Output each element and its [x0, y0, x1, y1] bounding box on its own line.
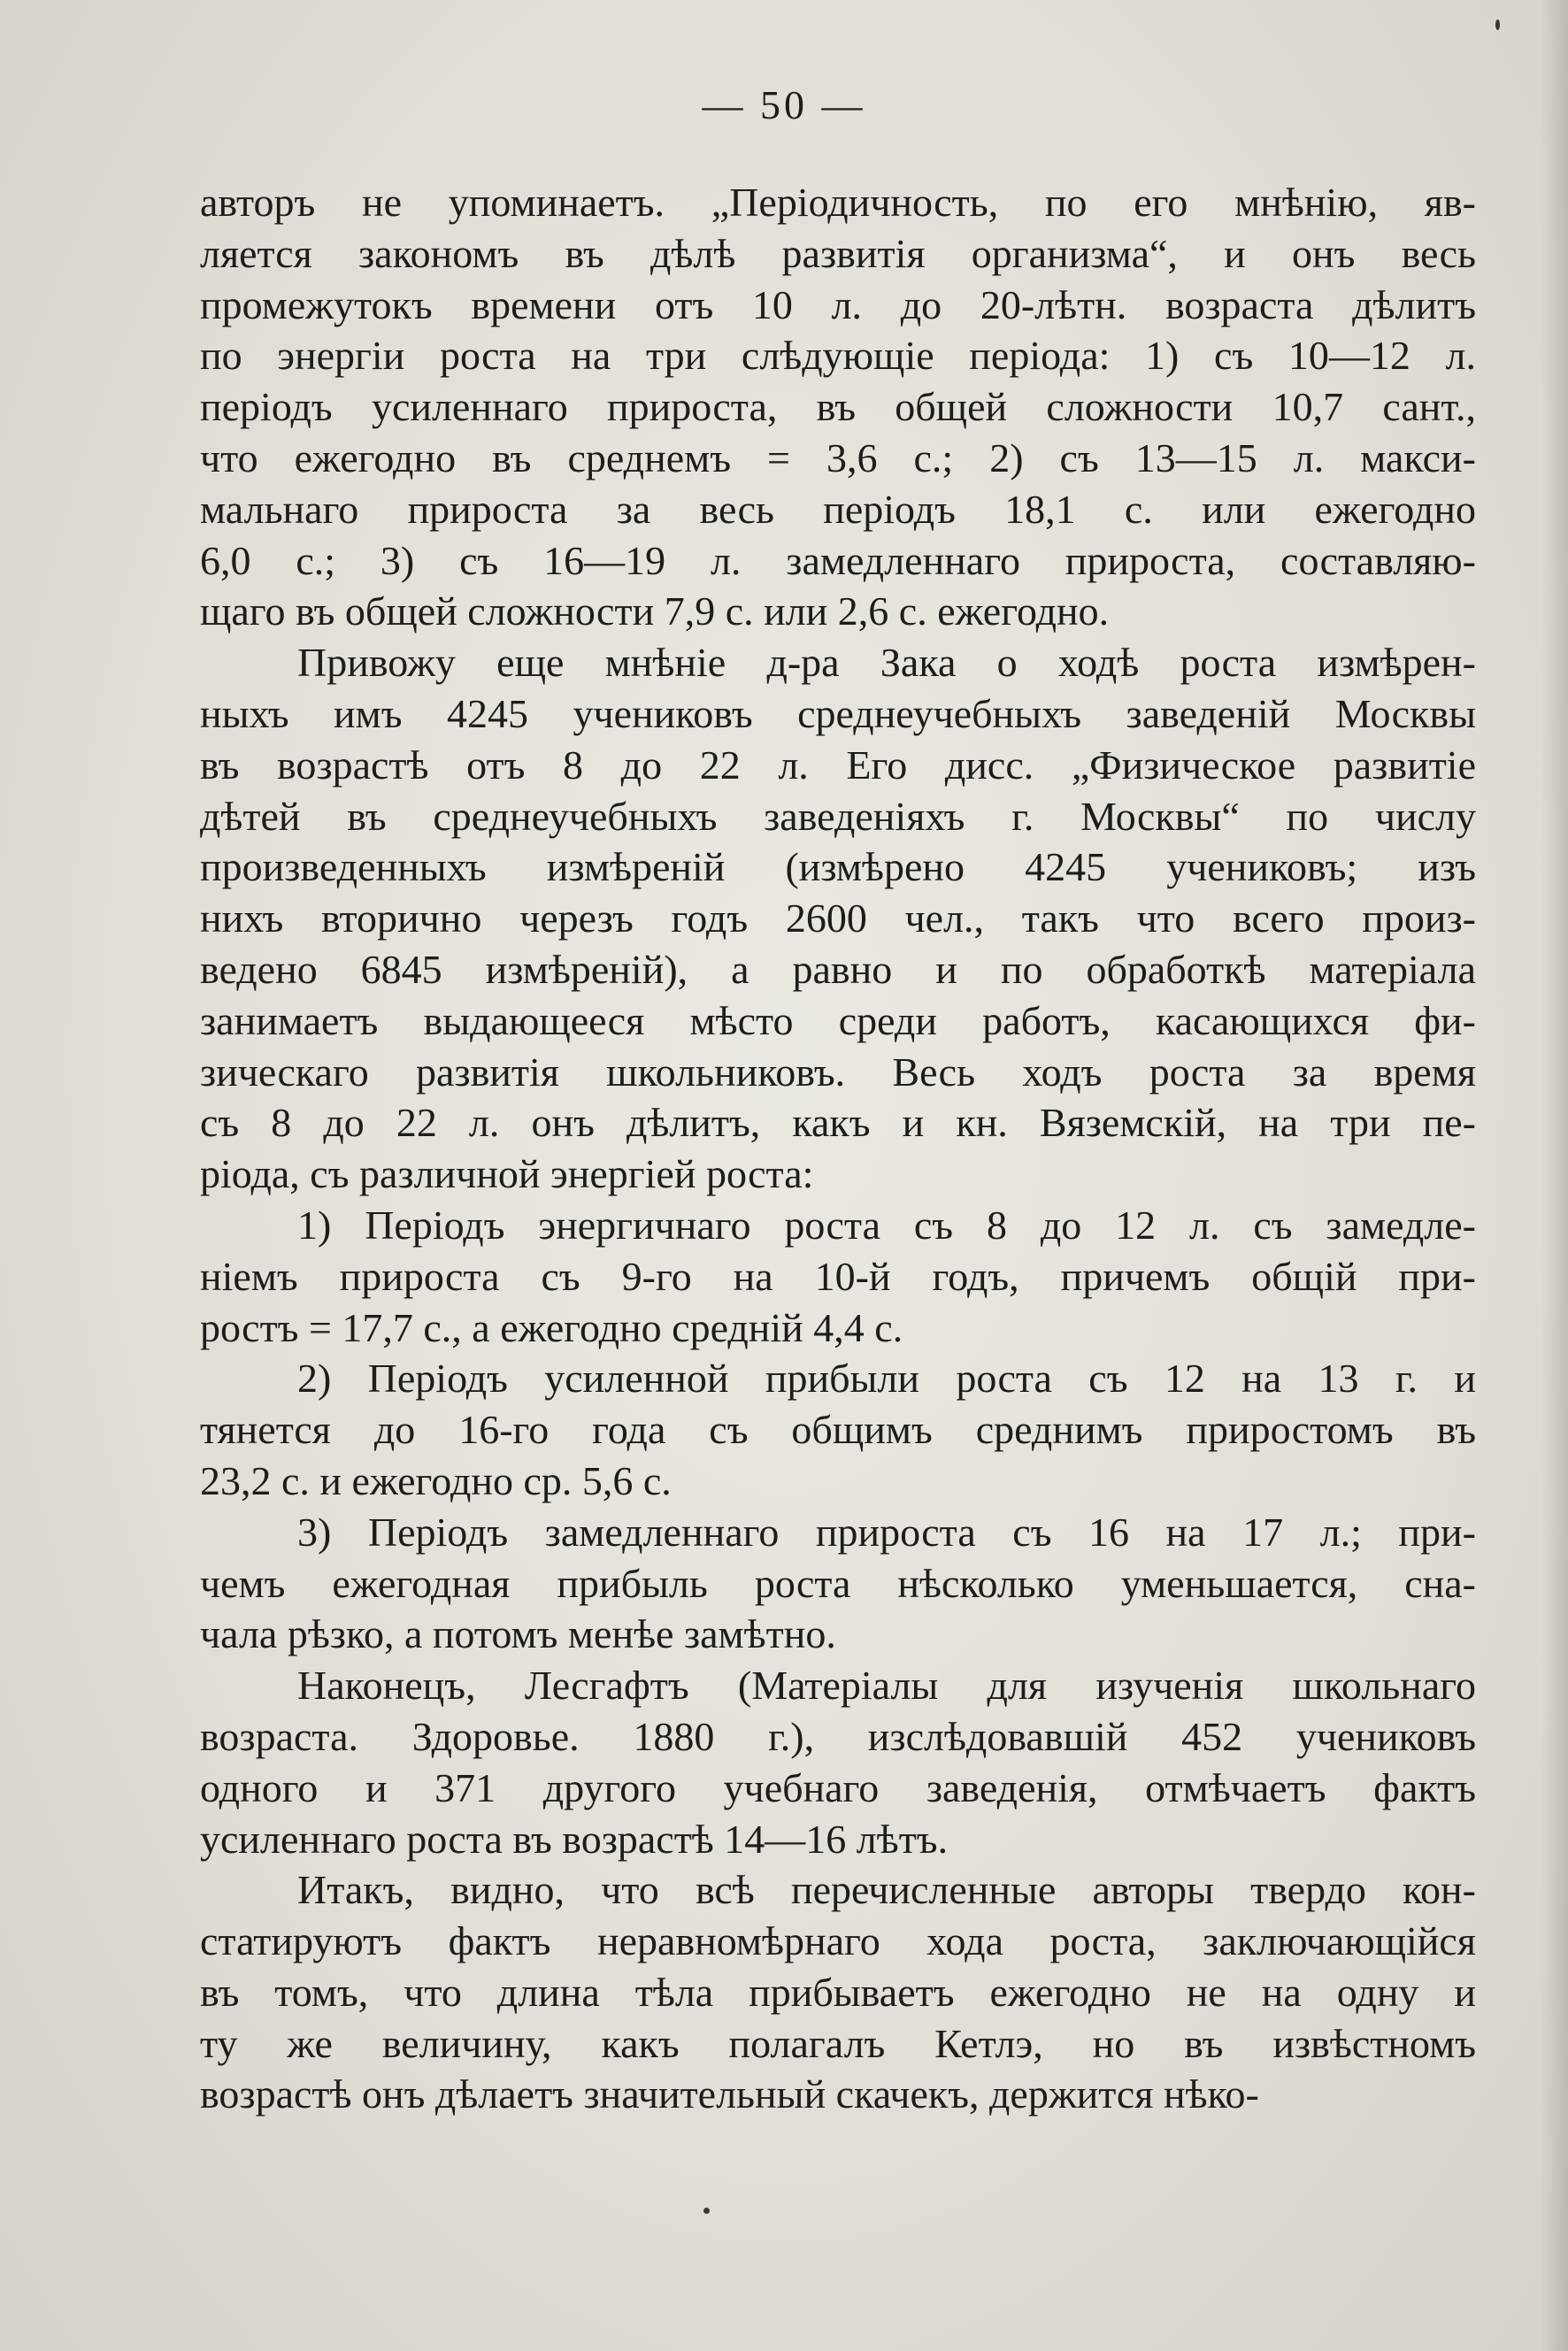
text-line: авторъ не упоминаетъ. „Періодичность, по его мнѣнію, яв-	[200, 180, 1476, 225]
text-line: возрастѣ онъ дѣлаетъ значительный скачекъ, держится нѣко-	[200, 2071, 1259, 2117]
text-line: 6,0 с.; 3) съ 16—19 л. замедленнаго прироста, составляю-	[200, 537, 1476, 583]
text-line: одного и 371 другого учебнаго заведенія, отмѣчаетъ фактъ	[200, 1764, 1476, 1810]
text-line: 1) Періодъ энергичнаго роста съ 8 до 12 л. съ замедле-	[297, 1202, 1476, 1248]
print-speck	[1495, 19, 1500, 30]
text-line: Привожу еще мнѣніе д-ра Зака о ходѣ роста измѣрен-	[297, 640, 1476, 686]
text-line: ту же величину, какъ полагалъ Кетлэ, но въ извѣстномъ	[200, 2020, 1476, 2066]
page-edge-shadow	[1541, 0, 1568, 2351]
body-text	[200, 177, 1476, 2120]
text-line: ніемъ прироста съ 9-го на 10-й годъ, причемъ общій при-	[200, 1253, 1476, 1299]
text-line: что ежегодно въ среднемъ = 3,6 с.; 2) съ 13—15 л. макси-	[200, 434, 1476, 480]
text-line: дѣтей въ среднеучебныхъ заведеніяхъ г. Москвы“ по числу	[200, 793, 1476, 839]
text-line: возраста. Здоровье. 1880 г.), изслѣдовавшій 452 учениковъ	[200, 1713, 1476, 1759]
paragraph	[200, 1200, 1476, 1353]
text-line: по энергіи роста на три слѣдующіе періода: 1) съ 10—12 л.	[200, 333, 1476, 379]
text-line: ныхъ имъ 4245 учениковъ среднеучебныхъ заведеній Москвы	[200, 690, 1476, 736]
text-line: статируютъ фактъ неравномѣрнаго хода роста, заключающійся	[200, 1918, 1476, 1964]
text-line: періодъ усиленнаго прироста, въ общей сложности 10,7 сант.,	[200, 384, 1476, 430]
text-line: ведено 6845 измѣреній), а равно и по обработкѣ матеріала	[200, 946, 1476, 992]
text-line: промежутокъ времени отъ 10 л. до 20-лѣтн. возраста дѣлитъ	[200, 281, 1476, 327]
paragraph	[200, 1660, 1476, 1864]
paragraph	[200, 637, 1476, 1200]
text-line: чемъ ежегодная прибыль роста нѣсколько уменьшается, сна-	[200, 1560, 1476, 1606]
text-line: мальнаго прироста за весь періодъ 18,1 с. или ежегодно	[200, 486, 1476, 532]
text-line: зическаго развитія школьниковъ. Весь ходъ роста за время	[200, 1049, 1476, 1095]
text-line: ріода, съ различной энергіей роста:	[200, 1151, 814, 1197]
print-speck	[703, 2208, 710, 2214]
text-line: въ томъ, что длина тѣла прибываетъ ежегодно не на одну и	[200, 1969, 1476, 2015]
text-line: произведенныхъ измѣреній (измѣрено 4245 учениковъ; изъ	[200, 844, 1476, 890]
text-line: щаго въ общей сложности 7,9 с. или 2,6 с. ежегодно.	[200, 588, 1110, 634]
text-line: усиленнаго роста въ возрастѣ 14—16 лѣтъ.	[200, 1816, 949, 1862]
text-line: Наконецъ, Лесгафтъ (Матеріалы для изученія школьнаго	[297, 1663, 1476, 1709]
paragraph	[200, 177, 1476, 637]
text-line: занимаетъ выдающееся мѣсто среди работъ, касающихся фи-	[200, 997, 1476, 1043]
text-line: Итакъ, видно, что всѣ перечисленные авторы твердо кон-	[297, 1867, 1476, 1913]
text-line: 3) Періодъ замедленнаго прироста съ 16 на 17 л.; при-	[297, 1509, 1476, 1555]
paragraph	[200, 1353, 1476, 1506]
text-line: 23,2 с. и ежегодно ср. 5,6 с.	[200, 1457, 672, 1503]
text-line: 2) Періодъ усиленной прибыли роста съ 12 на 13 г. и	[297, 1356, 1476, 1402]
text-line: ляется закономъ въ дѣлѣ развитія организма“, и онъ весь	[200, 230, 1476, 276]
text-line: съ 8 до 22 л. онъ дѣлитъ, какъ и кн. Вяземскій, на три пе-	[200, 1100, 1476, 1146]
text-line: ростъ = 17,7 с., а ежегодно средній 4,4 с.	[200, 1304, 903, 1350]
text-line: чала рѣзко, а потомъ менѣе замѣтно.	[200, 1611, 836, 1657]
paragraph	[200, 1864, 1476, 2120]
text-line: нихъ вторично черезъ годъ 2600 чел., такъ что всего произ-	[200, 895, 1476, 941]
text-line: тянется до 16-го года съ общимъ среднимъ приростомъ въ	[200, 1407, 1476, 1453]
text-line: въ возрастѣ отъ 8 до 22 л. Его дисс. „Физическое развитіе	[200, 741, 1476, 788]
paragraph	[200, 1507, 1476, 1660]
page-number: — 50 —	[702, 82, 866, 127]
